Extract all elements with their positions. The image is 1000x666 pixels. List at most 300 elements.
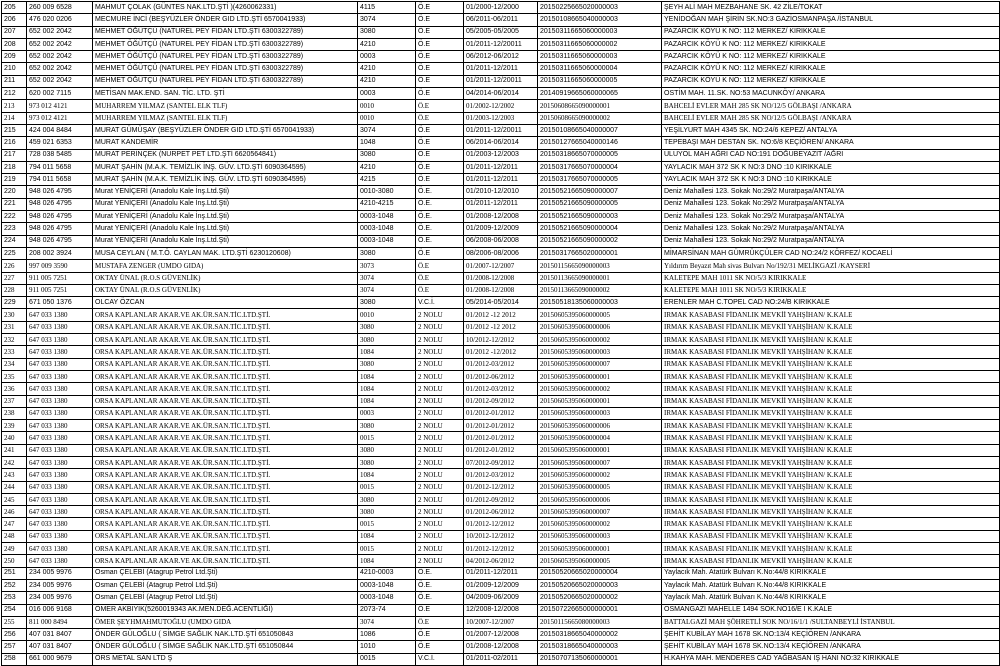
registry-number-cell: 671 050 1376 [27,297,93,309]
address-cell: KALETEPE MAH 1011 SK NO/5/3 KIRIKKALE [662,284,1000,296]
name-cell: ORSA KAPLANLAR AKAR.VE AK.ÜR.SAN.TİC.LTD.ŞTİ. [93,518,358,530]
name-cell: ORSA KAPLANLAR AKAR.VE AK.ÜR.SAN.TİC.LTD.ŞTİ. [93,407,358,419]
type-cell: 2 NOLU [416,469,464,481]
registry-number-cell: 647 033 1380 [27,358,93,370]
registry-number-cell: 234 005 9976 [27,579,93,591]
row-number-cell: 244 [2,481,27,493]
code-cell: 1084 [358,395,416,407]
registry-number-cell: 647 033 1380 [27,543,93,555]
type-cell: V.C.İ. [416,297,464,309]
row-number-cell: 231 [2,321,27,333]
name-cell: OLCAY ÖZCAN [93,297,358,309]
code-cell: 3080 [358,297,416,309]
row-number-cell: 224 [2,235,27,247]
period-cell: 01/2011-12/2011 [464,198,538,210]
type-cell: Ö.E. [416,186,464,198]
address-cell: IRMAK KASABASI FİDANLIK MEVKİİ YAHŞİHAN/ K.KALE [662,456,1000,468]
reference-number-cell: 20150317665020000001 [538,247,662,259]
type-cell: Ö.E [416,14,464,26]
reference-number-cell: 20150605395060000002 [538,383,662,395]
reference-number-cell: 20150605395060000004 [538,432,662,444]
registry-number-cell: 647 033 1380 [27,530,93,542]
type-cell: Ö.E [416,641,464,653]
reference-number-cell: 20150605395060000003 [538,530,662,542]
address-cell: KALETEPE MAH 1011 SK NO/5/3 KIRIKKALE [662,272,1000,284]
period-cell: 01/2012-01/2012 [464,407,538,419]
code-cell: 1084 [358,469,416,481]
row-number-cell: 218 [2,161,27,173]
registry-number-cell: 647 033 1380 [27,407,93,419]
row-number-cell: 207 [2,26,27,38]
records-table [1,1,1000,666]
row-number-cell: 233 [2,346,27,358]
row-number-cell: 234 [2,358,27,370]
table-row [2,174,1000,186]
reference-number-cell: 20150722665000000001 [538,604,662,616]
reference-number-cell: 20150311665060000004 [538,63,662,75]
code-cell: 4215 [358,174,416,186]
type-cell: 2 NOLU [416,506,464,518]
address-cell: IRMAK KASABASI FİDANLIK MEVKİİ YAHŞİHAN/ K.KALE [662,444,1000,456]
name-cell: ORSA KAPLANLAR AKAR.VE AK.ÜR.SAN.TİC.LTD.ŞTİ. [93,456,358,468]
row-number-cell: 247 [2,518,27,530]
address-cell: ŞEYH ALİ MAH MEZBAHANE SK. 42 ZİLE/TOKAT [662,2,1000,14]
reference-number-cell: 20150318665040000002 [538,629,662,641]
code-cell: 0003-1048 [358,211,416,223]
type-cell: 2 NOLU [416,407,464,419]
address-cell: Deniz Mahallesi 123. Sokak No:29/2 Muratpaşa/ANTALYA [662,223,1000,235]
address-cell: Yaylacık Mah. Atatürk Bulvarı K.No:44/8 KIRIKKALE [662,567,1000,579]
code-cell: 4210 [358,75,416,87]
period-cell: 01/2012-01/2012 [464,444,538,456]
period-cell: 01/2012-03/2012 [464,383,538,395]
row-number-cell: 217 [2,149,27,161]
row-number-cell: 246 [2,506,27,518]
reference-number-cell: 20150318665070000005 [538,149,662,161]
address-cell: PAZARCIK KÖYÜ K NO: 112 MERKEZ/ KIRIKKALE [662,63,1000,75]
type-cell: Ö.E. [416,223,464,235]
table-row [2,38,1000,50]
registry-number-cell: 948 026 4795 [27,198,93,210]
reference-number-cell: 20150605395060000005 [538,309,662,321]
period-cell: 01/2012-09/2012 [464,493,538,505]
table-row [2,112,1000,124]
table-row [2,567,1000,579]
row-number-cell: 236 [2,383,27,395]
name-cell: MEHMET ÖĞÜTÇÜ (NATUREL PEY FİDAN LTD.ŞTİ 6300322789) [93,38,358,50]
row-number-cell: 238 [2,407,27,419]
code-cell: 0010 [358,309,416,321]
code-cell: 0010-3080 [358,186,416,198]
row-number-cell: 248 [2,530,27,542]
code-cell: 2073-74 [358,604,416,616]
period-cell: 01/2012-12/2012 [464,518,538,530]
address-cell: H.KAHYA MAH. MENDERES CAD YAĞBASAN İŞ HANI NO:32 KIRIKKALE [662,653,1000,665]
period-cell: 01/2012 -12/2012 [464,346,538,358]
period-cell: 07/2012-09/2012 [464,456,538,468]
name-cell: MURAT ŞAHİN (M.A.K. TEMİZLİK İNŞ. GÜV. LTD.ŞTİ 6090364595) [93,174,358,186]
address-cell: IRMAK KASABASI FİDANLIK MEVKİİ YAHŞİHAN/ K.KALE [662,395,1000,407]
name-cell: MAHMUT ÇOLAK (GÜNTES NAK.LTD.ŞTİ )(4260062331) [93,2,358,14]
table-row [2,346,1000,358]
table-row [2,579,1000,591]
row-number-cell: 230 [2,309,27,321]
name-cell: MEHMET ÖĞÜTÇÜ (NATUREL PEY FİDAN LTD.ŞTİ 6300322789) [93,75,358,87]
reference-number-cell: 20150605395060000001 [538,395,662,407]
code-cell: 1084 [358,555,416,567]
address-cell: TEPEBAŞI MAH DESTAN SK. NO:6/8 KEÇİÖREN/ ANKARA [662,137,1000,149]
reference-number-cell: 20150521665090000007 [538,186,662,198]
table-row [2,592,1000,604]
table-row [2,395,1000,407]
registry-number-cell: 661 000 9679 [27,653,93,665]
period-cell: 01/2007-12/2007 [464,260,538,272]
type-cell: Ö.E [416,112,464,124]
table-row [2,75,1000,87]
registry-number-cell: 647 033 1380 [27,432,93,444]
address-cell: BAHCELİ EVLER MAH 285 SK NO/12/5 GÖLBAŞI /ANKARA [662,100,1000,112]
table-row [2,604,1000,616]
code-cell: 0010 [358,112,416,124]
type-cell: 2 NOLU [416,334,464,346]
row-number-cell: 249 [2,543,27,555]
reference-number-cell: 20150605395060000006 [538,420,662,432]
reference-number-cell: 20150520665020000004 [538,567,662,579]
table-row [2,2,1000,14]
registry-number-cell: 407 031 8407 [27,641,93,653]
type-cell: Ö.E [416,629,464,641]
period-cell: 01/2011-12/2011 [464,567,538,579]
address-cell: Deniz Mahallesi 123. Sokak No:29/2 Muratpaşa/ANTALYA [662,198,1000,210]
table-row [2,297,1000,309]
type-cell: Ö.E [416,100,464,112]
address-cell: ERENLER MAH C.TOPEL CAD NO:24/B KIRIKKALE [662,297,1000,309]
name-cell: ÖNDER GÜLOĞLU ( SİMGE SAĞLIK NAK.LTD.ŞTİ 651050844 [93,641,358,653]
period-cell: 01/2011-12/20011 [464,38,538,50]
address-cell: IRMAK KASABASI FİDANLIK MEVKİİ YAHŞİHAN/ K.KALE [662,555,1000,567]
period-cell: 08/2006-08/2006 [464,247,538,259]
type-cell: Ö.E [416,137,464,149]
code-cell: 1086 [358,629,416,641]
registry-number-cell: 948 026 4795 [27,235,93,247]
period-cell: 01/2012-01/2012 [464,432,538,444]
period-cell: 01/2010-12/2010 [464,186,538,198]
period-cell: 01/2011-02/2011 [464,653,538,665]
name-cell: ORSA KAPLANLAR AKAR.VE AK.ÜR.SAN.TİC.LTD.ŞTİ. [93,346,358,358]
code-cell: 3080 [358,321,416,333]
row-number-cell: 219 [2,174,27,186]
address-cell: BATTALGAZİ MAH ŞÖHRETLİ SOK NO/16/1/1 /SULTANBEYLİ İSTANBUL [662,616,1000,628]
address-cell: IRMAK KASABASI FİDANLIK MEVKİİ YAHŞİHAN/ K.KALE [662,530,1000,542]
name-cell: MUHARREM YILMAZ (SANTEL ELK TLF) [93,100,358,112]
type-cell: 2 NOLU [416,530,464,542]
period-cell: 06/2014-06/2014 [464,137,538,149]
row-number-cell: 242 [2,456,27,468]
period-cell: 06/2012-06/2012 [464,51,538,63]
reference-number-cell: 20150521665090000002 [538,235,662,247]
reference-number-cell: 20150605395060000003 [538,407,662,419]
name-cell: Osman ÇELEBİ (Atagrup Petrol Ltd.Şti) [93,567,358,579]
type-cell: Ö.E [416,247,464,259]
registry-number-cell: 459 021 6353 [27,137,93,149]
row-number-cell: 227 [2,272,27,284]
type-cell: Ö.E [416,174,464,186]
type-cell: Ö.E [416,51,464,63]
address-cell: Deniz Mahallesi 123. Sokak No:29/2 Muratpaşa/ANTALYA [662,235,1000,247]
table-row [2,420,1000,432]
address-cell: IRMAK KASABASI FİDANLIK MEVKİİ YAHŞİHAN/ K.KALE [662,334,1000,346]
address-cell: OSMANGAZİ MAHELLE 1494 SOK.NO16/E I K.KALE [662,604,1000,616]
reference-number-cell: 20150317665070000004 [538,161,662,173]
name-cell: Murat YENİÇERİ (Anadolu Kale İnş.Ltd.Şti) [93,198,358,210]
name-cell: ORSA KAPLANLAR AKAR.VE AK.ÜR.SAN.TİC.LTD.ŞTİ. [93,493,358,505]
address-cell: IRMAK KASABASI FİDANLIK MEVKİİ YAHŞİHAN/ K.KALE [662,407,1000,419]
name-cell: Osman ÇELEBİ (Atagrup Petrol Ltd.Şti) [93,592,358,604]
row-number-cell: 209 [2,51,27,63]
table-row [2,469,1000,481]
name-cell: MURAT GÜMÜŞAY (BEŞYÜZLER ÖNDER GID LTD.ŞTİ 6570041933) [93,124,358,136]
registry-number-cell: 647 033 1380 [27,395,93,407]
reference-number-cell: 20150707135060000001 [538,653,662,665]
name-cell: MECMURE İNCİ (BEŞYÜZLER ÖNDER GID LTD.ŞTİ 6570041933) [93,14,358,26]
code-cell: 3080 [358,506,416,518]
row-number-cell: 235 [2,370,27,382]
code-cell: 0003 [358,51,416,63]
type-cell: 2 NOLU [416,346,464,358]
type-cell: Ö.E [416,63,464,75]
name-cell: MUHARREM YILMAZ (SANTEL ELK TLF) [93,112,358,124]
period-cell: 01/2011-12/2011 [464,63,538,75]
table-row [2,309,1000,321]
name-cell: ORSA KAPLANLAR AKAR.VE AK.ÜR.SAN.TİC.LTD.ŞTİ. [93,370,358,382]
period-cell: 04/2014-06/2014 [464,88,538,100]
code-cell: 1084 [358,346,416,358]
address-cell: Yaylacık Mah. Atatürk Bulvarı K.No:44/8 KIRIKKALE [662,592,1000,604]
registry-number-cell: 911 005 7251 [27,284,93,296]
code-cell: 0003 [358,88,416,100]
reference-number-cell: 20150605395060000002 [538,469,662,481]
row-number-cell: 225 [2,247,27,259]
code-cell: 3074 [358,124,416,136]
table-row [2,247,1000,259]
reference-number-cell: 20150311665060000005 [538,75,662,87]
reference-number-cell: 20150127665040000146 [538,137,662,149]
table-row [2,629,1000,641]
period-cell: 10/2012-12/2012 [464,530,538,542]
registry-number-cell: 234 005 9976 [27,592,93,604]
type-cell: Ö.E [416,260,464,272]
reference-number-cell: 20140919665060000065 [538,88,662,100]
address-cell: PAZARCIK KÖYÜ K NO: 112 MERKEZ/ KIRIKKALE [662,75,1000,87]
address-cell: Yıldırım Beyazıt Mah sivas Bulvarı No/192/31 MELİKGAZİ /KAYSERİ [662,260,1000,272]
row-number-cell: 229 [2,297,27,309]
address-cell: ŞEHİT KUBİLAY MAH 1678 SK.NO:13/4 KEÇİÖREN /ANKARA [662,629,1000,641]
code-cell: 3080 [358,247,416,259]
reference-number-cell: 20150521665090000004 [538,223,662,235]
name-cell: OKTAY ÜNAL (R.O.S GÜVENLİK) [93,284,358,296]
type-cell: Ö.E [416,161,464,173]
row-number-cell: 241 [2,444,27,456]
reference-number-cell: 20150318665040000003 [538,641,662,653]
registry-number-cell: 647 033 1380 [27,383,93,395]
address-cell: BAHCELİ EVLER MAH 285 SK NO/12/5 GÖLBAŞI /ANKARA [662,112,1000,124]
name-cell: ORSA KAPLANLAR AKAR.VE AK.ÜR.SAN.TİC.LTD.ŞTİ. [93,555,358,567]
registry-number-cell: 911 005 7251 [27,272,93,284]
code-cell: 3080 [358,26,416,38]
reference-number-cell: 20150605395060000007 [538,506,662,518]
registry-number-cell: 647 033 1380 [27,346,93,358]
table-row [2,88,1000,100]
table-row [2,543,1000,555]
address-cell: IRMAK KASABASI FİDANLIK MEVKİİ YAHŞİHAN/ K.KALE [662,506,1000,518]
period-cell: 05/2005-05/2005 [464,26,538,38]
row-number-cell: 253 [2,592,27,604]
row-number-cell: 239 [2,420,27,432]
reference-number-cell: 20150605395060000007 [538,358,662,370]
registry-number-cell: 794 011 5658 [27,161,93,173]
name-cell: Osman ÇELEBİ (Atagrup Petrol Ltd.Şti) [93,579,358,591]
name-cell: Murat YENİÇERİ (Anadolu Kale İnş.Ltd.Şti) [93,223,358,235]
type-cell: 2 NOLU [416,481,464,493]
code-cell: 3080 [358,456,416,468]
period-cell: 04/2012-06/2012 [464,555,538,567]
reference-number-cell: 20150605395060000001 [538,370,662,382]
code-cell: 3080 [358,149,416,161]
registry-number-cell: 948 026 4795 [27,186,93,198]
code-cell: 4210-4215 [358,198,416,210]
name-cell: ORSA KAPLANLAR AKAR.VE AK.ÜR.SAN.TİC.LTD.ŞTİ. [93,420,358,432]
row-number-cell: 228 [2,284,27,296]
reference-number-cell: 20150605395060000007 [538,456,662,468]
code-cell: 1084 [358,370,416,382]
code-cell: 0015 [358,481,416,493]
name-cell: ÖRS METAL SAN LTD Ş [93,653,358,665]
registry-number-cell: 973 012 4121 [27,100,93,112]
table-body [2,2,1000,666]
reference-number-cell: 20150605395060000006 [538,493,662,505]
registry-number-cell: 234 005 9976 [27,567,93,579]
code-cell: 3080 [358,493,416,505]
reference-number-cell: 20150108665040000003 [538,14,662,26]
reference-number-cell: 20150605395060000002 [538,518,662,530]
registry-number-cell: 647 033 1380 [27,493,93,505]
address-cell: ŞEHİT KUBİLAY MAH 1678 SK.NO:13/4 KEÇİÖREN /ANKARA [662,641,1000,653]
table-row [2,284,1000,296]
row-number-cell: 205 [2,2,27,14]
address-cell: Deniz Mahallesi 123. Sokak No:29/2 Muratpaşa/ANTALYA [662,211,1000,223]
period-cell: 01/2008-12/2008 [464,641,538,653]
code-cell: 0010 [358,100,416,112]
table-row [2,51,1000,63]
type-cell: 2 NOLU [416,555,464,567]
period-cell: 01/2008-12/2008 [464,284,538,296]
period-cell: 01/2002-12/2002 [464,100,538,112]
period-cell: 06/2008-06/2008 [464,235,538,247]
table-row [2,444,1000,456]
code-cell: 0003-1048 [358,235,416,247]
registry-number-cell: 728 038 5485 [27,149,93,161]
code-cell: 1084 [358,383,416,395]
name-cell: ORSA KAPLANLAR AKAR.VE AK.ÜR.SAN.TİC.LTD.ŞTİ. [93,469,358,481]
table-row [2,555,1000,567]
registry-number-cell: 208 002 3924 [27,247,93,259]
type-cell: 2 NOLU [416,518,464,530]
table-row [2,149,1000,161]
period-cell: 01/2003-12/2003 [464,149,538,161]
reference-number-cell: 20150311665060000002 [538,38,662,50]
name-cell: MURAT KANDEMİR [93,137,358,149]
period-cell: 01/2011-12/20011 [464,75,538,87]
type-cell: Ö.E [416,38,464,50]
table-row [2,370,1000,382]
row-number-cell: 213 [2,100,27,112]
registry-number-cell: 647 033 1380 [27,321,93,333]
row-number-cell: 232 [2,334,27,346]
reference-number-cell: 20150605395060000005 [538,555,662,567]
reference-number-cell: 20150311665060000003 [538,51,662,63]
type-cell: 2 NOLU [416,395,464,407]
table-row [2,223,1000,235]
table-row [2,383,1000,395]
name-cell: ORSA KAPLANLAR AKAR.VE AK.ÜR.SAN.TİC.LTD.ŞTİ. [93,444,358,456]
period-cell: 01/2012 -12 2012 [464,321,538,333]
reference-number-cell: 20150521665090000003 [538,211,662,223]
name-cell: Murat YENİÇERİ (Anadolu Kale İnş.Ltd.Şti) [93,211,358,223]
reference-number-cell: 20150605395060000002 [538,334,662,346]
row-number-cell: 250 [2,555,27,567]
registry-number-cell: 647 033 1380 [27,518,93,530]
name-cell: ÖMER ŞEYHMAHMUTOĞLU (UMDO GIDA [93,616,358,628]
address-cell: IRMAK KASABASI FİDANLIK MEVKİİ YAHŞİHAN/ K.KALE [662,432,1000,444]
type-cell: 2 NOLU [416,420,464,432]
code-cell: 4210 [358,63,416,75]
period-cell: 01/2012 -12 2012 [464,309,538,321]
reference-number-cell: 20150605395060000005 [538,481,662,493]
code-cell: 1084 [358,530,416,542]
address-cell: YAYLACIK MAH 372 SK K NO:3 DNO :10 KIRIKKALE [662,161,1000,173]
name-cell: MUSTAFA ZENGER (UMDO GIDA) [93,260,358,272]
code-cell: 0015 [358,653,416,665]
table-row [2,260,1000,272]
type-cell: Ö.E [416,616,464,628]
reference-number-cell: 20150605395060000003 [538,346,662,358]
address-cell: IRMAK KASABASI FİDANLIK MEVKİİ YAHŞİHAN/ K.KALE [662,518,1000,530]
code-cell: 1010 [358,641,416,653]
row-number-cell: 252 [2,579,27,591]
period-cell: 01/2012-03/2012 [464,358,538,370]
name-cell: OKTAY ÜNAL (R.O.S GÜVENLİK) [93,272,358,284]
period-cell: 01/2000-12/2000 [464,2,538,14]
reference-number-cell: 20150115665090000003 [538,260,662,272]
type-cell: Ö.E. [416,235,464,247]
address-cell: IRMAK KASABASI FİDANLIK MEVKİİ YAHŞİHAN/ K.KALE [662,346,1000,358]
reference-number-cell: 20150520665020000003 [538,579,662,591]
registry-number-cell: 620 002 7115 [27,88,93,100]
registry-number-cell: 016 006 9168 [27,604,93,616]
table-row [2,641,1000,653]
registry-number-cell: 652 002 2042 [27,63,93,75]
code-cell: 3080 [358,334,416,346]
reference-number-cell: 20150521665090000005 [538,198,662,210]
table-row [2,26,1000,38]
type-cell: 2 NOLU [416,321,464,333]
code-cell: 4210 [358,161,416,173]
type-cell: 2 NOLU [416,432,464,444]
reference-number-cell: 20150115665080000003 [538,616,662,628]
registry-number-cell: 794 011 5658 [27,174,93,186]
type-cell: Ö.E. [416,592,464,604]
registry-number-cell: 811 000 8494 [27,616,93,628]
